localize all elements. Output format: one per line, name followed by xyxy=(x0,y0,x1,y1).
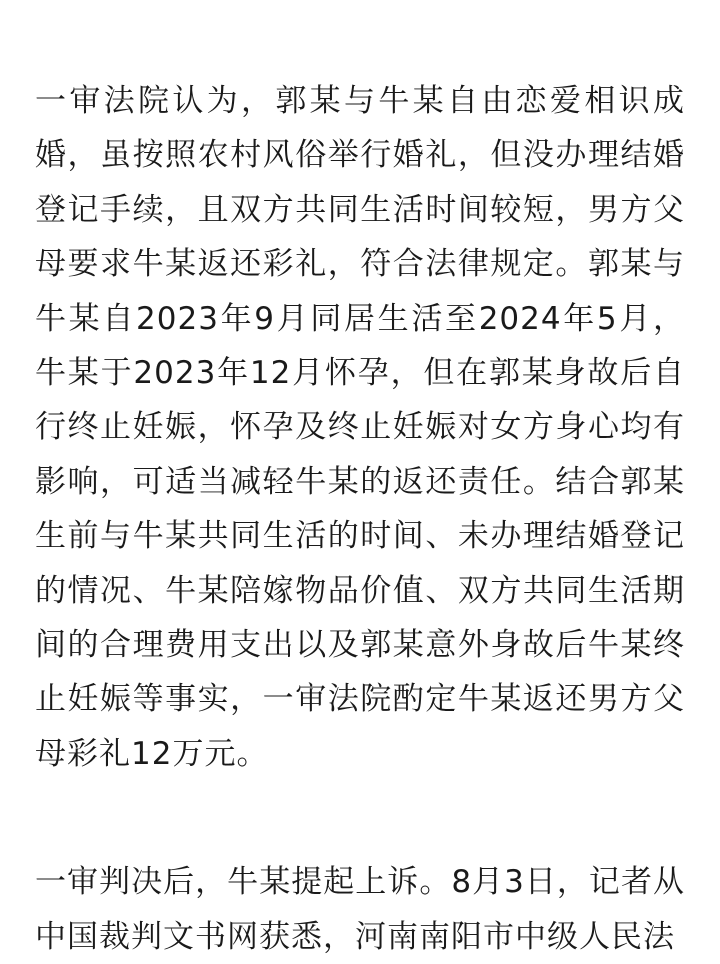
paragraph-first-instance-ruling: 一审法院认为，郭某与牛某自由恋爱相识成婚，虽按照农村风俗举行婚礼，但没办理结婚登记手续，且双方共同生活时间较短，男方父母要求牛某返还彩礼，符合法律规定。郭某与牛某自2023年9月同居生活至2024年5月，牛某于2023年12月怀孕，但在郭某身故后自行终止妊娠，怀孕及终止妊娠对女方身心均有影响，可适当减轻牛某的返还责任。结合郭某生前与牛某共同生活的时间、未办理结婚登记的情况、牛某陪嫁物品价值、双方共同生活期间的合理费用支出以及郭某意外身故后牛某终止妊娠等事实，一审法院酌定牛某返还男方父母彩礼12万元。 xyxy=(35,83,685,772)
article-body xyxy=(35,74,685,964)
paragraph-appeal: 一审判决后，牛某提起上诉。8月3日，记者从中国裁判文书网获悉，河南南阳市中级人民法 xyxy=(35,864,685,955)
